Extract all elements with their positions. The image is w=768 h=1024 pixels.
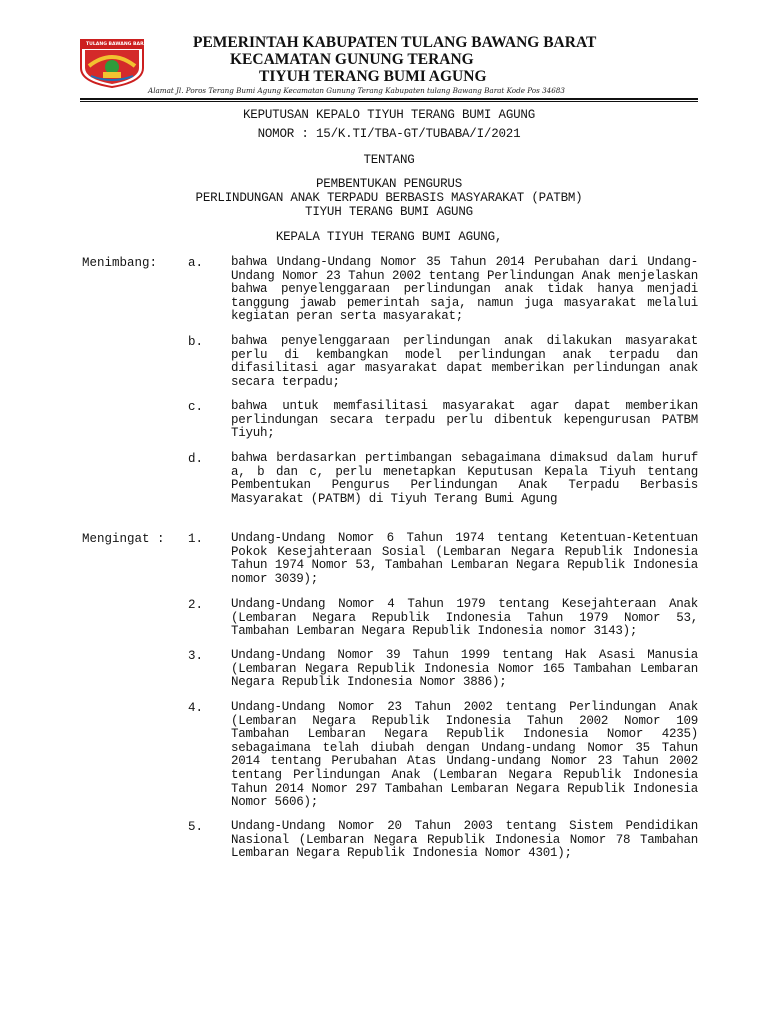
- menimbang-item-c: bahwa untuk memfasilitasi masyarakat agar dapat memberikan perlindungan secara terpadu perlu dibentuk kepengurusan PATBM Tiyuh;: [231, 399, 698, 441]
- decree-tentang: TENTANG: [363, 153, 415, 167]
- mengingat-item-2: Undang-Undang Nomor 4 Tahun 1979 tentang Kesejahteraan Anak (Lembaran Negara Republik Indonesia Tahun 1979 Nomor 53, Tambahan Lembaran Negara Republik Indonesia nomor 3143);: [231, 597, 698, 639]
- regency-logo: [79, 38, 150, 88]
- letterhead-government: PEMERINTAH KABUPATEN TULANG BAWANG BARAT: [193, 34, 597, 51]
- mengingat-label: Mengingat :: [82, 532, 165, 546]
- letterhead-village: TIYUH TERANG BUMI AGUNG: [259, 68, 487, 85]
- decree-number: NOMOR : 15/K.TI/TBA-GT/TUBABA/I/2021: [257, 127, 521, 141]
- letterhead-address: Alamat Jl. Poros Terang Bumi Agung Kecamatan Gunung Terang Kabupaten tulang Bawang Barat Kode Pos 34683: [148, 86, 565, 95]
- logo-caption: TULANG BAWANG BARAT: [86, 42, 150, 47]
- mengingat-marker-1: 1.: [188, 532, 204, 546]
- mengingat-item-4: Undang-Undang Nomor 23 Tahun 2002 tentang Perlindungan Anak (Lembaran Negara Republik Indonesia Tahun 2002 Nomor 109 Tambahan Lembaran Negara Republik Indonesia Nomor 4235) sebagaimana telah diubah dengan Undang-undang Nomor 35 Tahun 2014 tentang Perubahan Atas Undang-undang Nomor 23 Tahun 2002 tentang Perlindungan Anak (Lembaran Negara Republik Indonesia Tahun 2014 Nomor 297 Tambahan Lembaran Negara Republik Indonesia Nomor 5606);: [231, 700, 698, 810]
- decree-title: KEPUTUSAN KEPALO TIYUH TERANG BUMI AGUNG: [242, 108, 536, 122]
- mengingat-marker-4: 4.: [188, 701, 204, 715]
- letterhead-rule-thick: [80, 98, 698, 100]
- menimbang-label: Menimbang:: [82, 256, 158, 270]
- mengingat-item-5: Undang-Undang Nomor 20 Tahun 2003 tentang Sistem Pendidikan Nasional (Lembaran Negara Republik Indonesia Nomor 78 Tambahan Lembaran Negara Republik Indonesia Nomor 4301);: [231, 819, 698, 861]
- mengingat-marker-5: 5.: [188, 820, 204, 834]
- decree-subject-1: PEMBENTUKAN PENGURUS: [315, 177, 463, 191]
- decree-official: KEPALA TIYUH TERANG BUMI AGUNG,: [275, 230, 503, 244]
- letterhead-district: KECAMATAN GUNUNG TERANG: [230, 51, 474, 68]
- mengingat-marker-3: 3.: [188, 649, 204, 663]
- menimbang-item-a: bahwa Undang-Undang Nomor 35 Tahun 2014 Perubahan dari Undang-Undang Nomor 23 Tahun 2002 tentang Perlindungan Anak menjelaskan bahwa penyelenggaraan perlindungan anak tidak hanya menjadi tanggung jawab pemerintah saja, namun juga masyarakat melalui kegiatan peran serta masyarakat;: [231, 255, 698, 324]
- menimbang-marker-a: a.: [188, 256, 204, 270]
- decree-subject-3: TIYUH TERANG BUMI AGUNG: [305, 205, 473, 219]
- menimbang-marker-b: b.: [188, 335, 204, 349]
- letterhead-rule-thin: [80, 101, 698, 102]
- mengingat-item-1: Undang-Undang Nomor 6 Tahun 1974 tentang Ketentuan-Ketentuan Pokok Kesejahteraan Sosial (Lembaran Negara Republik Indonesia Tahun 1974 Nomor 53, Tambahan Lembaran Negara Republik Indonesia nomor 3039);: [231, 531, 698, 586]
- menimbang-marker-d: d.: [188, 452, 204, 466]
- menimbang-item-d: bahwa berdasarkan pertimbangan sebagaimana dimaksud dalam huruf a, b dan c, perlu menetapkan Keputusan Kepala Tiyuh tentang Pembentukan Pengurus Perlindungan Anak Terpadu Berbasis Masyarakat (PATBM) di Tiyuh Terang Bumi Agung: [231, 451, 698, 506]
- mengingat-item-3: Undang-Undang Nomor 39 Tahun 1999 tentang Hak Asasi Manusia (Lembaran Negara Republik Indonesia Nomor 165 Tambahan Lembaran Negara Republik Indonesia Nomor 3886);: [231, 648, 698, 690]
- mengingat-marker-2: 2.: [188, 598, 204, 612]
- menimbang-item-b: bahwa penyelenggaraan perlindungan anak dilakukan masyarakat perlu di kembangkan model perlindungan anak terpadu dan difasilitasi agar masyarakat dapat memberikan perlindungan anak secara terpadu;: [231, 334, 698, 389]
- decree-subject-2: PERLINDUNGAN ANAK TERPADU BERBASIS MASYARAKAT (PATBM): [195, 191, 583, 205]
- menimbang-marker-c: c.: [188, 400, 204, 414]
